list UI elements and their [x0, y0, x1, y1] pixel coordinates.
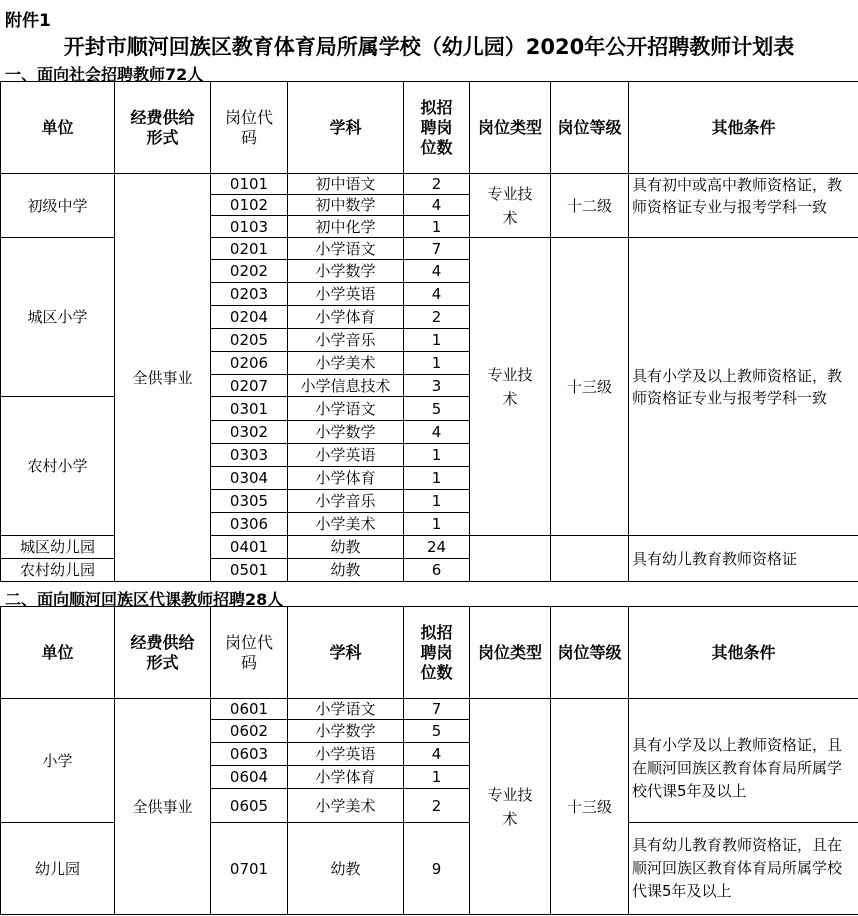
- code-cell: 0603: [211, 743, 288, 766]
- header-funding: 经费供给形式: [115, 82, 211, 174]
- count-cell: 9: [404, 823, 470, 915]
- count-cell: 2: [404, 174, 470, 195]
- count-cell: 1: [404, 352, 470, 375]
- code-cell: 0206: [211, 352, 288, 375]
- page-title: 开封市顺河回族区教育体育局所属学校（幼儿园）2020年公开招聘教师计划表: [63, 35, 795, 59]
- table2-header-row: [1, 607, 858, 699]
- post-level-cell: [551, 536, 629, 582]
- subject-cell: 小学英语: [288, 444, 404, 467]
- code-cell: 0101: [211, 174, 288, 195]
- count-cell: 1: [404, 490, 470, 513]
- conditions-cell: 具有初中或高中教师资格证，教师资格证专业与报考学科一致: [629, 174, 858, 238]
- code-cell: 0301: [211, 397, 288, 421]
- code-cell: 0604: [211, 766, 288, 789]
- header-post-level: 岗位等级: [551, 82, 629, 174]
- code-cell: 0305: [211, 490, 288, 513]
- recruitment-table-2: [0, 606, 858, 915]
- subject-cell: 小学语文: [288, 699, 404, 720]
- recruitment-table-1: [0, 81, 858, 582]
- count-cell: 2: [404, 306, 470, 329]
- header-code: 岗位代码: [211, 607, 288, 699]
- code-cell: 0205: [211, 329, 288, 352]
- code-cell: 0201: [211, 238, 288, 260]
- conditions-cell: 具有幼儿教育教师资格证，且在顺河回族区教育体育局所属学校代课5年及以上: [629, 823, 858, 915]
- code-cell: 0102: [211, 195, 288, 216]
- subject-cell: 小学数学: [288, 421, 404, 444]
- header-conditions: 其他条件: [629, 607, 858, 699]
- funding-cell: 全供事业: [115, 174, 211, 582]
- unit-cell: 小学: [1, 699, 115, 823]
- count-cell: 7: [404, 699, 470, 720]
- subject-cell: 小学美术: [288, 352, 404, 375]
- post-type-cell: 专业技术: [470, 238, 551, 536]
- conditions-cell: 具有幼儿教育教师资格证: [629, 536, 858, 582]
- subject-cell: 小学数学: [288, 720, 404, 743]
- count-cell: 4: [404, 260, 470, 283]
- count-cell: 6: [404, 559, 470, 582]
- subject-cell: 幼教: [288, 823, 404, 915]
- unit-cell: 初级中学: [1, 174, 115, 238]
- header-unit: 单位: [1, 82, 115, 174]
- subject-cell: 初中语文: [288, 174, 404, 195]
- header-subject: 学科: [288, 607, 404, 699]
- subject-cell: 小学数学: [288, 260, 404, 283]
- subject-cell: 小学音乐: [288, 329, 404, 352]
- subject-cell: 小学英语: [288, 283, 404, 306]
- conditions-cell: 具有小学及以上教师资格证，且在顺河回族区教育体育局所属学校代课5年及以上: [629, 699, 858, 823]
- unit-cell: 城区幼儿园: [1, 536, 115, 559]
- count-cell: 7: [404, 238, 470, 260]
- count-cell: 1: [404, 513, 470, 536]
- code-cell: 0304: [211, 467, 288, 490]
- subject-cell: 小学美术: [288, 789, 404, 823]
- count-cell: 3: [404, 375, 470, 397]
- code-cell: 0306: [211, 513, 288, 536]
- subject-cell: 幼教: [288, 559, 404, 582]
- table-row: [1, 699, 858, 720]
- post-type-cell: 专业技术: [470, 699, 551, 915]
- code-cell: 0605: [211, 789, 288, 823]
- post-type-cell: [470, 536, 551, 582]
- conditions-cell: 具有小学及以上教师资格证，教师资格证专业与报考学科一致: [629, 238, 858, 536]
- post-level-cell: 十三级: [551, 238, 629, 536]
- unit-cell: 农村幼儿园: [1, 559, 115, 582]
- count-cell: 4: [404, 195, 470, 216]
- code-cell: 0601: [211, 699, 288, 720]
- subject-cell: 幼教: [288, 536, 404, 559]
- header-post-type: 岗位类型: [470, 82, 551, 174]
- header-unit: 单位: [1, 607, 115, 699]
- count-cell: 1: [404, 216, 470, 238]
- header-funding: 经费供给形式: [115, 607, 211, 699]
- table-row: [1, 174, 858, 195]
- count-cell: 4: [404, 421, 470, 444]
- funding-cell: 全供事业: [115, 699, 211, 915]
- subject-cell: 小学美术: [288, 513, 404, 536]
- subject-cell: 小学体育: [288, 306, 404, 329]
- count-cell: 24: [404, 536, 470, 559]
- count-cell: 1: [404, 329, 470, 352]
- count-cell: 4: [404, 743, 470, 766]
- subject-cell: 初中化学: [288, 216, 404, 238]
- count-cell: 1: [404, 766, 470, 789]
- table1-header-row: [1, 82, 858, 174]
- code-cell: 0602: [211, 720, 288, 743]
- header-post-level: 岗位等级: [551, 607, 629, 699]
- count-cell: 5: [404, 720, 470, 743]
- header-conditions: 其他条件: [629, 82, 858, 174]
- section2-title: 二、面向顺河回族区代课教师招聘28人: [5, 590, 284, 609]
- count-cell: 5: [404, 397, 470, 421]
- code-cell: 0204: [211, 306, 288, 329]
- post-level-cell: 十三级: [551, 699, 629, 915]
- count-cell: 2: [404, 789, 470, 823]
- code-cell: 0103: [211, 216, 288, 238]
- subject-cell: 小学信息技术: [288, 375, 404, 397]
- post-type-cell: 专业技术: [470, 174, 551, 238]
- header-code: 岗位代码: [211, 82, 288, 174]
- code-cell: 0303: [211, 444, 288, 467]
- subject-cell: 小学英语: [288, 743, 404, 766]
- subject-cell: 小学音乐: [288, 490, 404, 513]
- attachment-label: 附件1: [5, 11, 51, 31]
- code-cell: 0207: [211, 375, 288, 397]
- code-cell: 0302: [211, 421, 288, 444]
- subject-cell: 初中数学: [288, 195, 404, 216]
- subject-cell: 小学体育: [288, 766, 404, 789]
- header-subject: 学科: [288, 82, 404, 174]
- code-cell: 0501: [211, 559, 288, 582]
- code-cell: 0203: [211, 283, 288, 306]
- subject-cell: 小学语文: [288, 238, 404, 260]
- header-count: 拟招聘岗位数: [404, 607, 470, 699]
- unit-cell: 幼儿园: [1, 823, 115, 915]
- count-cell: 4: [404, 283, 470, 306]
- code-cell: 0202: [211, 260, 288, 283]
- unit-cell: 城区小学: [1, 238, 115, 397]
- header-count: 拟招聘岗位数: [404, 82, 470, 174]
- post-level-cell: 十二级: [551, 174, 629, 238]
- header-post-type: 岗位类型: [470, 607, 551, 699]
- code-cell: 0401: [211, 536, 288, 559]
- unit-cell: 农村小学: [1, 397, 115, 536]
- subject-cell: 小学体育: [288, 467, 404, 490]
- section1-title: 一、面向社会招聘教师72人: [5, 65, 204, 84]
- subject-cell: 小学语文: [288, 397, 404, 421]
- count-cell: 1: [404, 444, 470, 467]
- code-cell: 0701: [211, 823, 288, 915]
- count-cell: 1: [404, 467, 470, 490]
